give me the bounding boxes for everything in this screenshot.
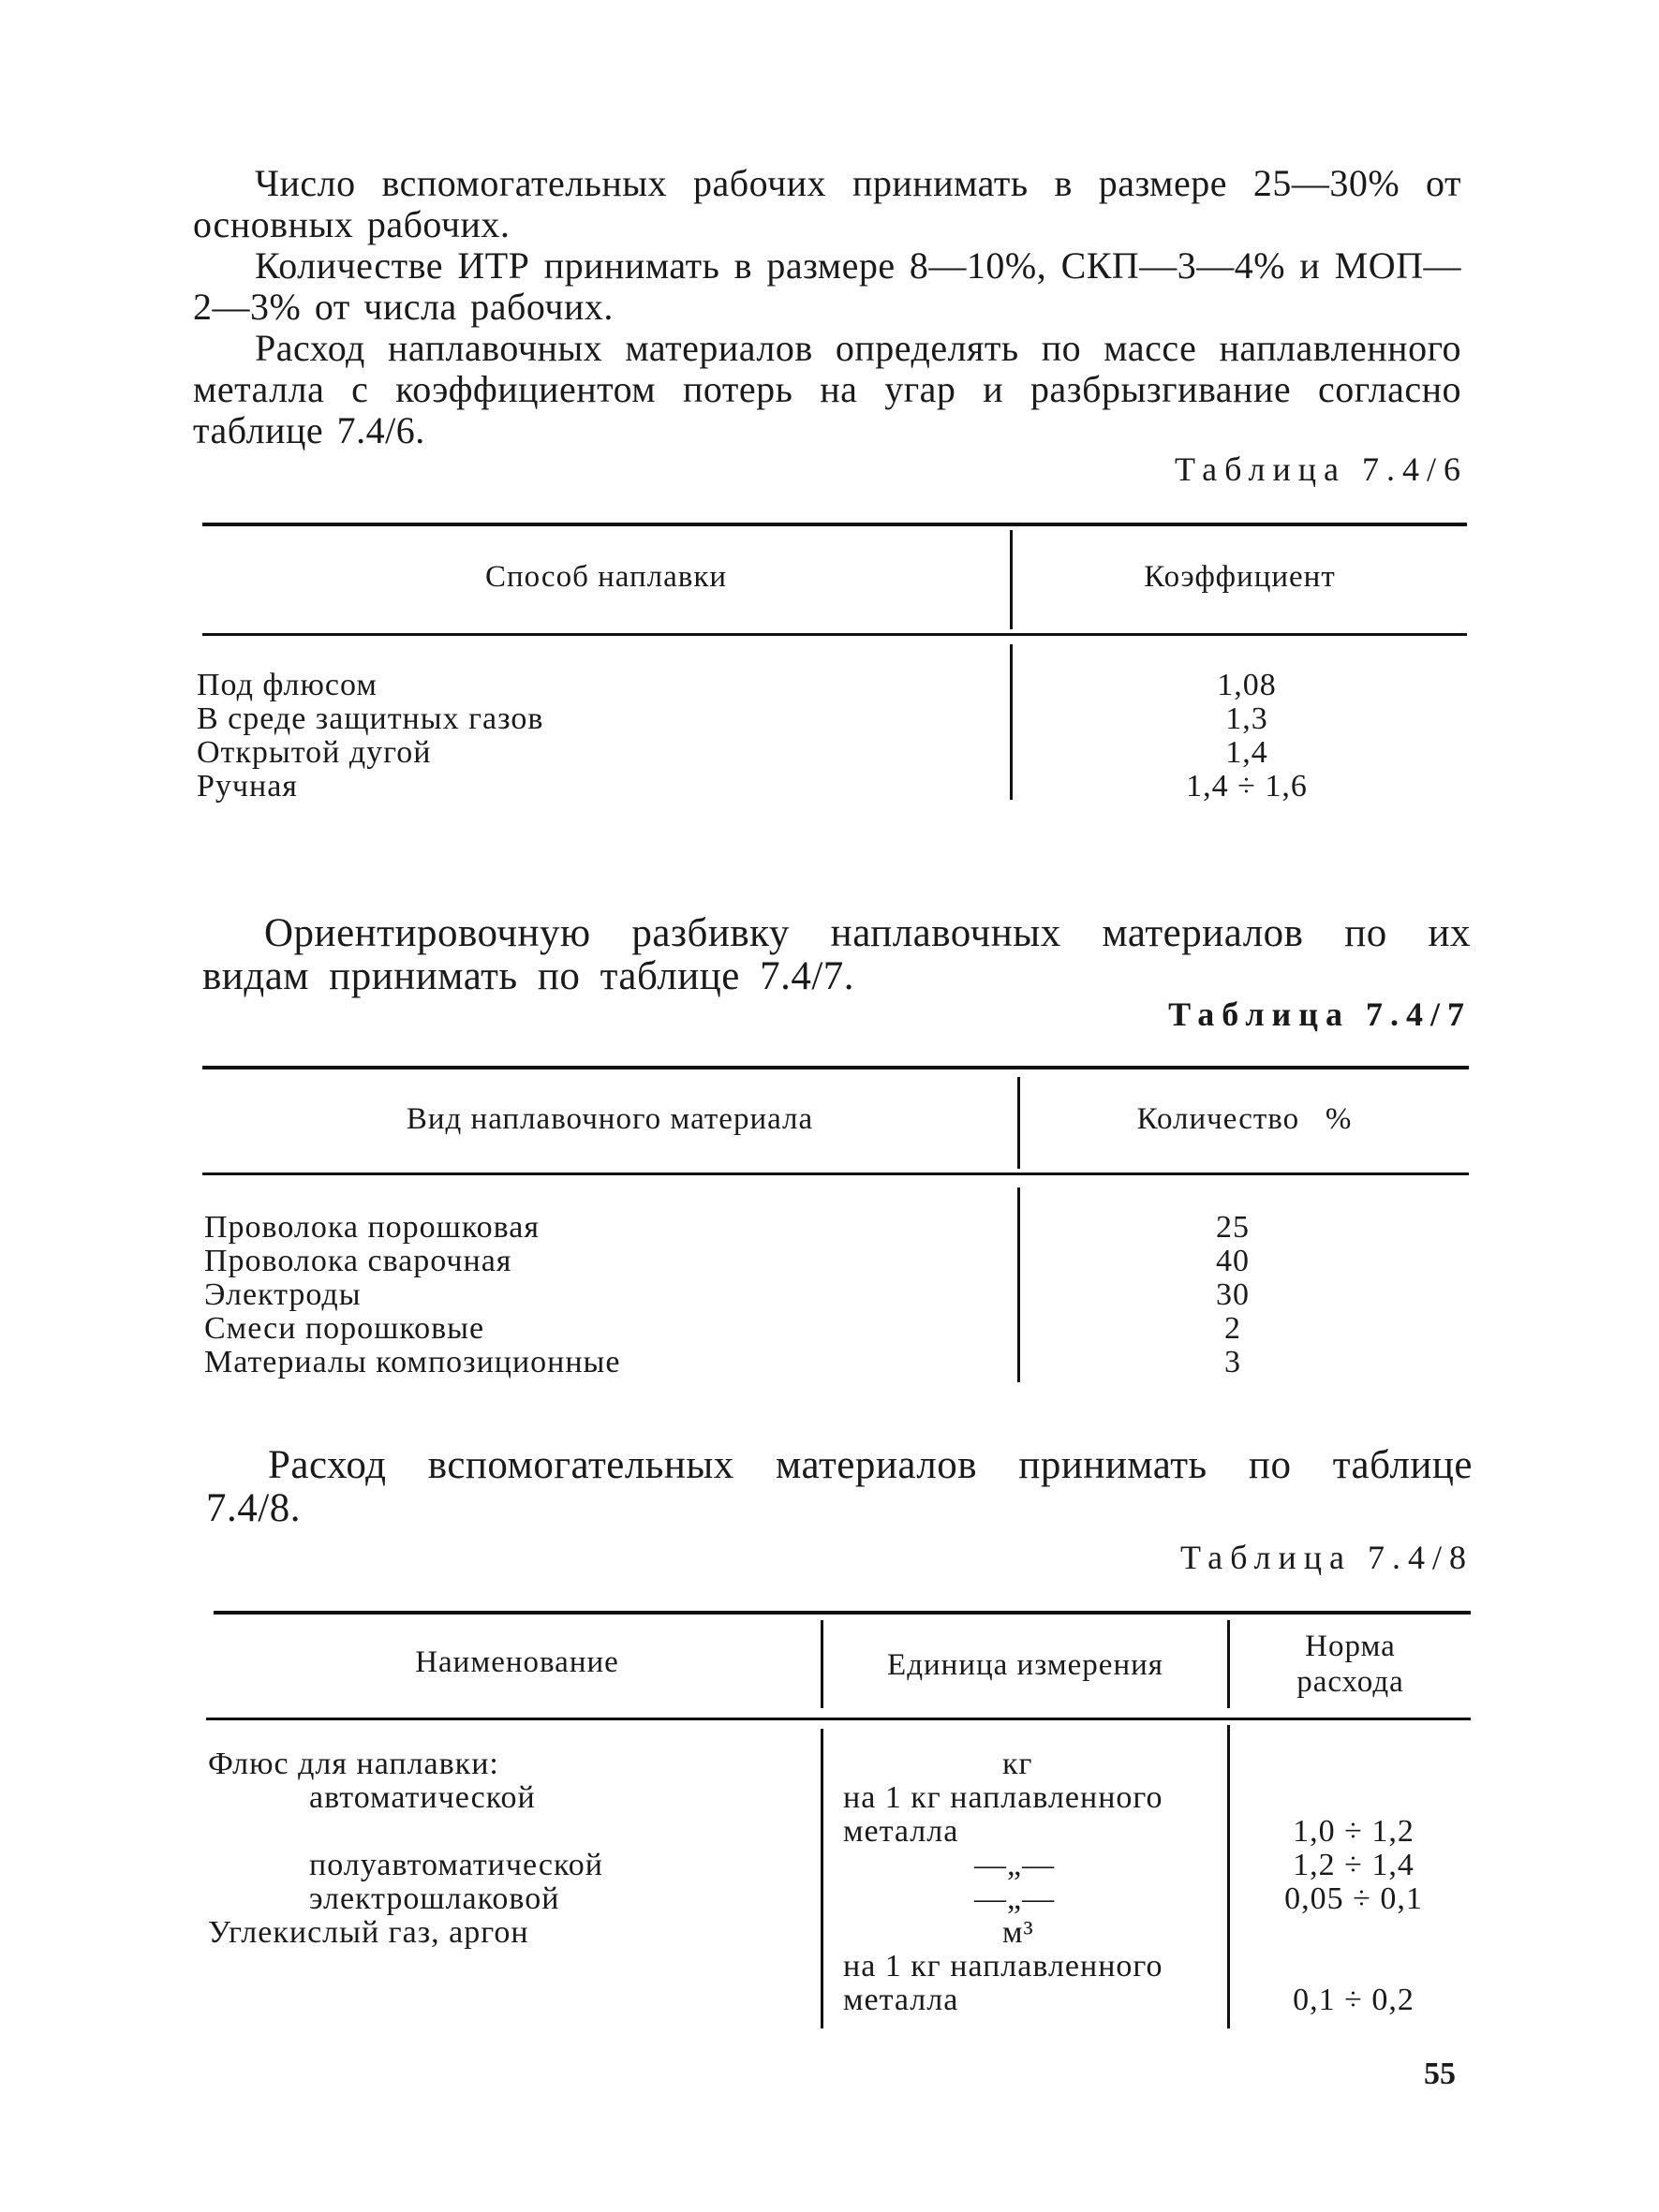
table-cell: —„— (974, 1848, 1056, 1882)
table-6-top-rule (202, 523, 1467, 526)
table-8-top-rule (214, 1611, 1471, 1615)
table-cell: —„— (974, 1881, 1056, 1916)
table-row: электрошлаковой (309, 1881, 560, 1916)
table-row: Проволока порошковая (204, 1210, 540, 1245)
table-cell: 1,2 ÷ 1,4 (1293, 1848, 1415, 1882)
table-7-header-rule (202, 1172, 1469, 1175)
table-row: Под флюсом (197, 668, 378, 702)
table-8-header-norm: Норма (1305, 1630, 1396, 1663)
table-cell: м³ (1002, 1915, 1034, 1950)
table-row (208, 1950, 603, 1983)
table-cell: 0,05 ÷ 0,1 (1284, 1881, 1423, 1916)
table-8-norm-column (1246, 1747, 1461, 2017)
table-cell: 25 (1216, 1210, 1250, 1245)
table-6-caption: Таблица 7.4/6 (1175, 450, 1468, 488)
table-cell: 1,0 ÷ 1,2 (1293, 1814, 1415, 1849)
table-8-header-name: Наименование (415, 1645, 619, 1679)
paragraph-auxiliary-workers: Число вспомогательных рабочих принимать в размере 25—30% от основных рабочих. (193, 162, 1461, 245)
table-cell: металла (843, 1814, 959, 1849)
table-8-body-divider-1 (821, 1729, 823, 2028)
table-cell: 30 (1216, 1277, 1250, 1312)
table-row (208, 1983, 603, 2017)
table-row: Ручная (197, 769, 298, 804)
table-cell: кг (1002, 1747, 1033, 1781)
table-8-unit-column (843, 1747, 1163, 2017)
table-8-body-divider-2 (1227, 1725, 1230, 2028)
table-8-header-consumption: расхода (1296, 1665, 1404, 1699)
table-cell: 1,4 (1225, 735, 1268, 770)
paragraph-surfacing-materials-consumption: Расход наплавочных материалов определять по массе наплавленного металла с коэффициентом потерь на угар и разбрызгивание согласно таблице 7.4/6. (193, 327, 1461, 451)
table-row: Материалы композиционные (204, 1345, 621, 1379)
table-cell: 2 (1224, 1311, 1241, 1346)
table-cell: 1,3 (1225, 701, 1268, 736)
table-8-header-rule (206, 1718, 1471, 1720)
table-row: Проволока сварочная (204, 1244, 512, 1278)
table-6-method-column (197, 669, 543, 804)
table-6-header-rule (202, 633, 1467, 636)
table-8-header-unit: Единица измерения (887, 1648, 1163, 1682)
table-6-header-method: Способ наплавки (484, 560, 728, 594)
table-7-header-quantity: Количество % (1136, 1102, 1353, 1136)
paragraph-engineering-staff: Количестве ИТР принимать в размере 8—10%, СКП—3—4% и МОП—2—3% от числа рабочих. (193, 244, 1461, 328)
table-row: полуавтоматической (309, 1848, 603, 1882)
table-cell: 40 (1216, 1244, 1250, 1278)
table-row: Флюс для наплавки: (208, 1747, 499, 1781)
table-cell: 3 (1224, 1345, 1241, 1379)
table-cell: на 1 кг наплавленного (843, 1780, 1163, 1815)
table-row: Смеси порошковые (204, 1311, 485, 1346)
table-cell (1246, 1950, 1461, 1983)
table-cell (1246, 1916, 1461, 1950)
table-row: автоматической (309, 1780, 536, 1815)
table-6-body-divider (1010, 644, 1013, 800)
table-cell: 1,4 ÷ 1,6 (1186, 769, 1308, 804)
table-cell: металла (843, 1983, 959, 2017)
table-6-header-coefficient: Коэффициент (1144, 560, 1336, 594)
table-cell (1246, 1747, 1461, 1781)
table-7-top-rule (202, 1066, 1469, 1069)
table-row: В среде защитных газов (197, 701, 544, 736)
table-row: Открытой дугой (197, 735, 432, 770)
table-cell (1246, 1781, 1461, 1815)
table-cell: на 1 кг наплавленного (843, 1949, 1163, 1983)
paragraph-materials-breakdown: Ориентировочную разбивку наплавочных материалов по их видам принимать по таблице 7.4/7. (202, 911, 1471, 998)
table-row (208, 1815, 603, 1849)
table-8-name-column (208, 1747, 603, 2017)
table-cell: 0,1 ÷ 0,2 (1293, 1983, 1415, 2017)
page-number: 55 (1424, 2057, 1456, 2091)
table-7-caption: Таблица 7.4/7 (1168, 995, 1472, 1033)
table-7-body-divider (1017, 1187, 1020, 1382)
table-6-coefficient-column (1106, 669, 1387, 804)
paragraph-auxiliary-materials: Расход вспомогательных материалов принимать по таблице 7.4/8. (206, 1443, 1473, 1530)
table-cell: 1,08 (1217, 668, 1277, 702)
table-row: Электроды (204, 1277, 362, 1312)
table-7-header-material: Вид наплавочного материала (406, 1102, 814, 1136)
table-row: Углекислый газ, аргон (208, 1915, 529, 1950)
table-8-caption: Таблица 7.4/8 (1180, 1539, 1474, 1576)
table-7-material-column (204, 1211, 620, 1379)
table-7-quantity-column (1139, 1211, 1326, 1379)
